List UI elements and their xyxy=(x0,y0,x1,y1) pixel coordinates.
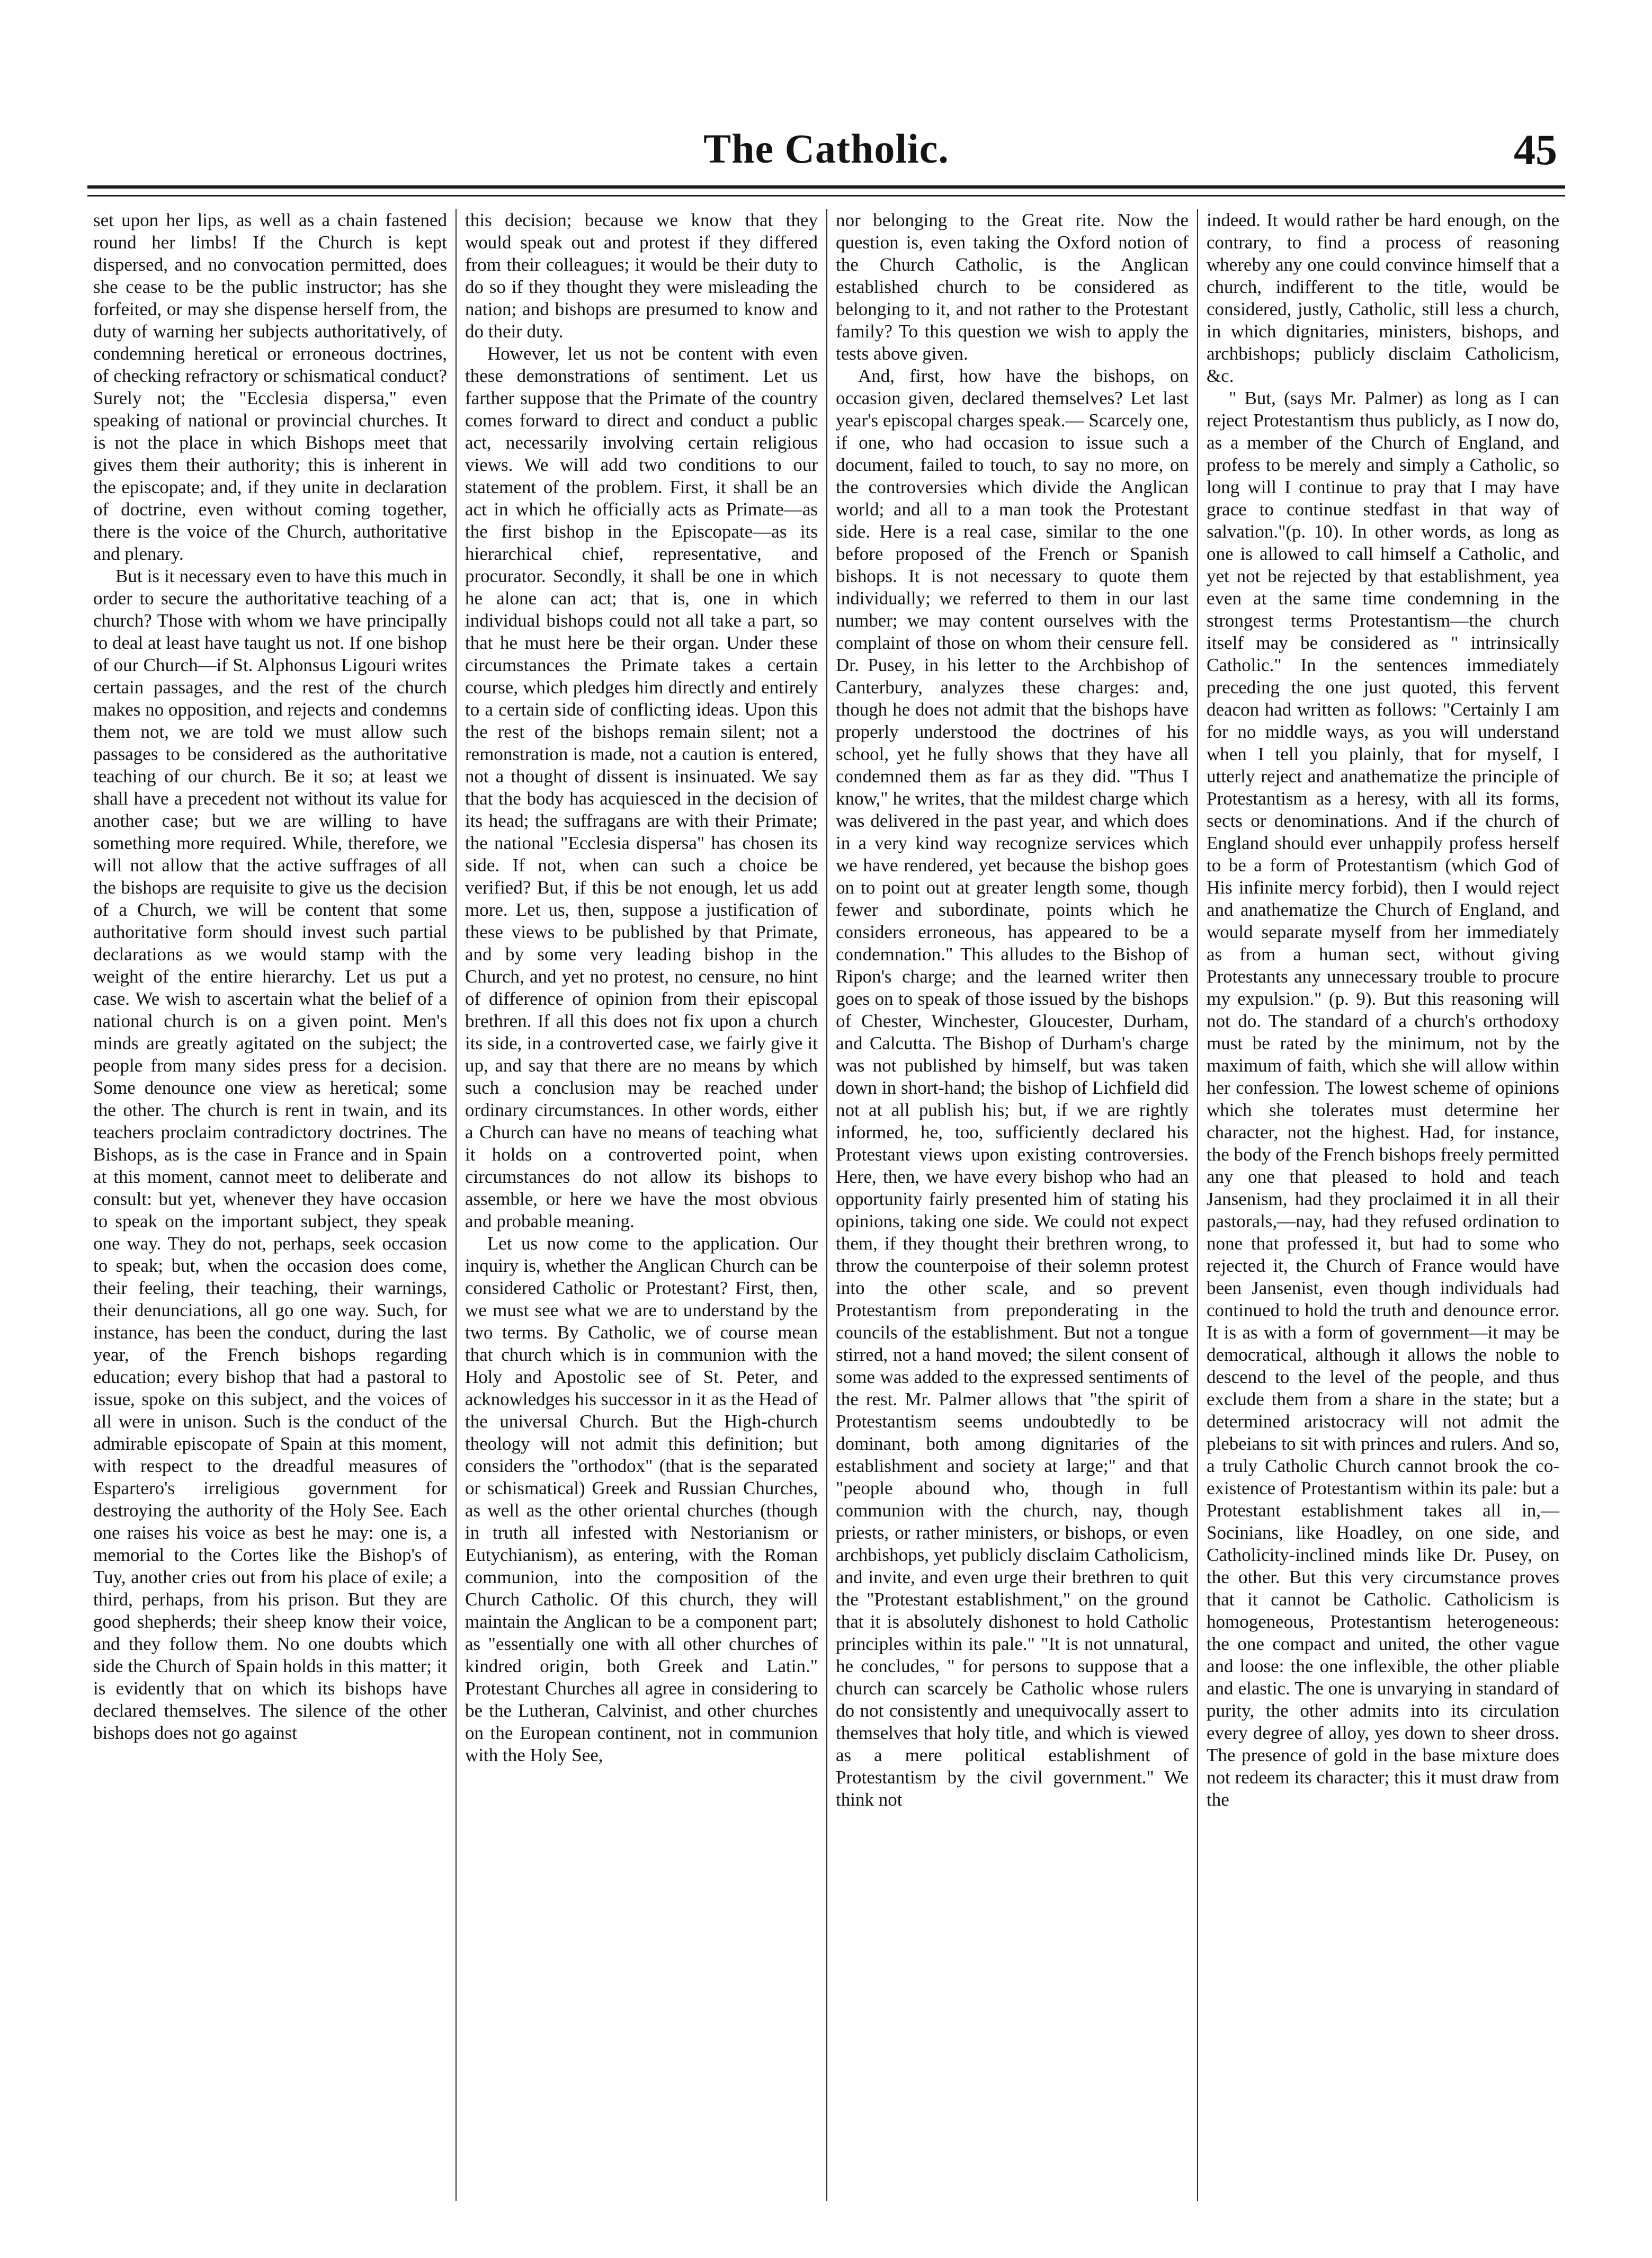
paragraph: set upon her lips, as well as a chain fastened round her limbs! If the Church is kept dispersed, and no convocation permitted, does she cease to be the public instructor; has she forfeited, or may she dispense herself from, the duty of warning her subjects authoritatively, of condemning heretical or erroneous doctrines, of checking refractory or schismatical conduct? Surely not; the "Ecclesia dispersa," even speaking of national or provincial churches. It is not the place in which Bishops meet that gives them their authority; this is inherent in the episcopate; and, if they unite in declaration of doctrine, even without coming together, there is the voice of the Church, authoritative and plenary. xyxy=(93,210,447,564)
column-2 xyxy=(456,209,826,2201)
text-columns xyxy=(85,209,1568,2201)
header-rule xyxy=(87,185,1565,197)
paragraph: But is it necessary even to have this much in order to secure the authoritative teaching of a church? Those with whom we have principally to deal at least have taught us not. If one bishop of our Church—if St. Alphonsus Ligouri writes certain passages, and the rest of the church makes no opposition, and rejects and condemns them not, we are told we must allow such passages to be considered as the authoritative teaching of our church. Be it so; at least we shall have a precedent not without its value for another case; but we are willing to have something more required. While, therefore, we will not allow that the active suffrages of all the bishops are requisite to give us the decision of a Church, we will be content that some authoritative form should invest such partial declarations as we would stamp with the weight of the entire hierarchy. Let us put a case. We wish to ascertain what the belief of a national church is on a given point. Men's minds are greatly agitated on the subject; the people from many sides press for a decision. Some denounce one view as heretical; some the other. The church is rent in twain, and its teachers proclaim contradictory doctrines. The Bishops, as is the case in France and in Spain at this moment, cannot meet to deliberate and consult: but yet, whenever they have occasion to speak on the important subject, they speak one way. They do not, perhaps, seek occasion to speak; but, when the occasion does come, their feeling, their teaching, their warnings, their denunciations, all go one way. Such, for instance, has been the conduct, during the last year, of the French bishops regarding education; every bishop that had a pastoral to issue, spoke on this subject, and the voices of all were in unison. Such is the conduct of the admirable episcopate of Spain at this moment, with respect to the dreadful measures of Espartero's irreligious government for destroying the authority of the Holy See. Each one raises his voice as best he may: one is, a memorial to the Cortes like the Bishop's of Tuy, another cries out from his place of exile; a third, perhaps, from his prison. But they are good shepherds; their sheep know their voice, and they follow them. No one doubts which side the Church of Spain holds in this matter; it is evidently that on which its bishops have declared themselves. The silence of the other bishops does not go against xyxy=(93,566,447,1743)
paragraph: However, let us not be content with even these demonstrations of sentiment. Let us farther suppose that the Primate of the country comes forward to direct and conduct a public act, necessarily involving certain religious views. We will add two conditions to our statement of the problem. First, it shall be an act in which he officially acts as Primate—as the first bishop in the Episcopate—as its hierarchical chief, representative, and procurator. Secondly, it shall be one in which he alone can act; that is, one in which individual bishops could not all take a part, so that he must here be their organ. Under these circumstances the Primate takes a certain course, which pledges him directly and entirely to a certain side of conflicting ideas. Upon this the rest of the bishops remain silent; not a remonstration is made, not a caution is entered, not a thought of dissent is insinuated. We say that the body has acquiesced in the decision of its head; the suffragans are with their Primate; the national "Ecclesia dispersa" has chosen its side. If not, when can such a choice be verified? But, if this be not enough, let us add more. Let us, then, suppose a justification of these views to be published by that Primate, and by some very leading bishop in the Church, and yet no protest, no censure, no hint of difference of opinion from their episcopal brethren. If all this does not fix upon a church its side, in a controverted case, we fairly give it up, and say that there are no means by which such a conclusion may be reached under ordinary circumstances. In other words, either a Church can have no means of teaching what it holds on a controverted point, when circumstances do not allow its bishops to assemble, or here we have the most obvious and probable meaning. xyxy=(465,343,818,1231)
paragraph: " But, (says Mr. Palmer) as long as I can reject Protestantism thus publicly, as I now do, as a member of the Church of England, and profess to be merely and simply a Catholic, so long will I continue to pray that I may have grace to continue stedfast in that way of salvation."(p. 10). In other words, as long as one is allowed to call himself a Catholic, and yet not be rejected by that establishment, yea even at the same time condemning in the strongest terms Protestantism—the church itself may be considered as " intrinsically Catholic." In the sentences immediately preceding the one just quoted, this fervent deacon had written as follows: "Certainly I am for no middle ways, as you will understand when I tell you plainly, that for myself, I utterly reject and anathematize the principle of Protestantism as a heresy, with all its forms, sects or denominations. And if the church of England should ever unhappily profess herself to be a form of Protestantism (which God of His infinite mercy forbid), then I would reject and anathematize the Church of England, and would separate myself from her immediately as from a human sect, without giving Protestants any unnecessary trouble to procure my expulsion." (p. 9). But this reasoning will not do. The standard of a church's orthodoxy must be rated by the minimum, not by the maximum of faith, which she will allow within her confession. The lowest scheme of opinions which she tolerates must determine her character, not the highest. Had, for instance, the body of the French bishops freely permitted any one that pleased to hold and teach Jansenism, had they proclaimed it in all their pastorals,—nay, had they refused ordination to none that professed it, but had to some who rejected it, the Church of France would have been Jansenist, even though individuals had continued to hold the truth and denounce error. It is as with a form of government—it may be democratical, although it allows the noble to descend to the level of the people, and thus exclude them from a share in the state; but a determined aristocracy will not admit the plebeians to sit with princes and rulers. And so, a truly Catholic Church cannot brook the co-existence of Protestantism within its pale: but a Protestant establishment takes all in,—Socinians, like Hoadley, on one side, and Catholicity-inclined minds like Dr. Pusey, on the other. But this very circumstance proves that it cannot be Catholic. Catholicism is homogeneous, Protestantism heterogeneous: the one compact and united, the other vague and loose: the one inflexible, the other pliable and elastic. The one is unvarying in standard of purity, the other admits into its circulation every degree of alloy, yes down to sheer dross. The presence of gold in the base mixture does not redeem its character; this it must draw from the xyxy=(1207,388,1559,1810)
paragraph: this decision; because we know that they would speak out and protest if they differed from their colleagues; it would be their duty to do so if they thought they were misleading the nation; and bishops are presumed to know and do their duty. xyxy=(465,210,818,342)
page-header xyxy=(95,125,1557,189)
paragraph: nor belonging to the Great rite. Now the question is, even taking the Oxford notion of the Church Catholic, is the Anglican established church to be considered as belonging to it, and not rather to the Protestant family? To this question we wish to apply the tests above given. xyxy=(836,210,1189,364)
paragraph: indeed. It would rather be hard enough, on the contrary, to find a process of reasoning whereby any one could convince himself that a church, indifferent to the title, would be considered, justly, Catholic, still less a church, in which dignitaries, ministers, bishops, and archbishops; publicly disclaim Catholicism, &c. xyxy=(1207,210,1559,386)
paragraph: And, first, how have the bishops, on occasion given, declared themselves? Let last year's episcopal charges speak.— Scarcely one, if one, who had occasion to issue such a document, failed to touch, to say no more, on the controversies which divide the Anglican world; and all to a man took the Protestant side. Here is a real case, similar to the one before proposed of the French or Spanish bishops. It is not necessary to quote them individually; we referred to them in our last number; we may content ourselves with the complaint of those on whom their censure fell. Dr. Pusey, in his letter to the Archbishop of Canterbury, analyzes these charges: and, though he does not admit that the bishops have properly understood the doctrines of his school, yet he fully shows that they have all condemned them as far as they did. "Thus I know," he writes, that the mildest charge which was delivered in the past year, and which does in a very kind way recognize services which we have rendered, yet because the bishop goes on to point out at greater length some, though fewer and subordinate, points which he considers erroneous, has appeared to be a condemnation." This alludes to the Bishop of Ripon's charge; and the learned writer then goes on to speak of those issued by the bishops of Chester, Winchester, Gloucester, Durham, and Calcutta. The Bishop of Durham's charge was not published by himself, but was taken down in short-hand; the bishop of Lichfield did not at all publish his; but, if we are rightly informed, he, too, sufficiently declared his Protestant views upon existing controversies. Here, then, we have every bishop who had an opportunity fairly presented him of stating his opinions, taking one side. We could not expect them, if they thought their brethren wrong, to throw the counterpoise of their solemn protest into the other scale, and so prevent Protestantism from preponderating in the councils of the establishment. But not a tongue stirred, not a hand moved; the silent consent of some was added to the expressed sentiments of the rest. Mr. Palmer allows that "the spirit of Protestantism seems undoubtedly to be dominant, both among dignitaries of the establishment and society at large;" and that "people abound who, though in full communion with the church, nay, though priests, or rather ministers, or bishops, or even archbishops, yet publicly disclaim Catholicism, and invite, and even urge their brethren to quit the "Protestant establishment," on the ground that it is absolutely dishonest to hold Catholic principles within its pale." "It is not unnatural, he concludes, " for persons to suppose that a church can scarcely be Catholic whose rulers do not consistently and unequivocally assert to themselves that holy title, and which is viewed as a mere political establishment of Protestantism by the civil government." We think not xyxy=(836,365,1189,1810)
column-1 xyxy=(85,209,456,2201)
column-3 xyxy=(826,209,1197,2201)
column-4 xyxy=(1197,209,1568,2201)
masthead-title: The Catholic. xyxy=(703,126,949,172)
page-number: 45 xyxy=(1514,126,1557,174)
paragraph: Let us now come to the application. Our inquiry is, whether the Anglican Church can be considered Catholic or Protestant? First, then, we must see what we are to understand by the two terms. By Catholic, we of course mean that church which is in communion with the Holy and Apostolic see of St. Peter, and acknowledges his successor in it as the Head of the universal Church. But the High-church theology will not admit this definition; but considers the "orthodox" (that is the separated or schismatical) Greek and Russian Churches, as well as the other oriental churches (though in truth all infested with Nestorianism or Eutychianism), as entering, with the Roman communion, into the composition of the Church Catholic. Of this church, they will maintain the Anglican to be a component part; as "essentially one with all other churches of kindred origin, both Greek and Latin." Protestant Churches all agree in considering to be the Lutheran, Calvinist, and other churches on the European continent, not in communion with the Holy See, xyxy=(465,1233,818,1765)
